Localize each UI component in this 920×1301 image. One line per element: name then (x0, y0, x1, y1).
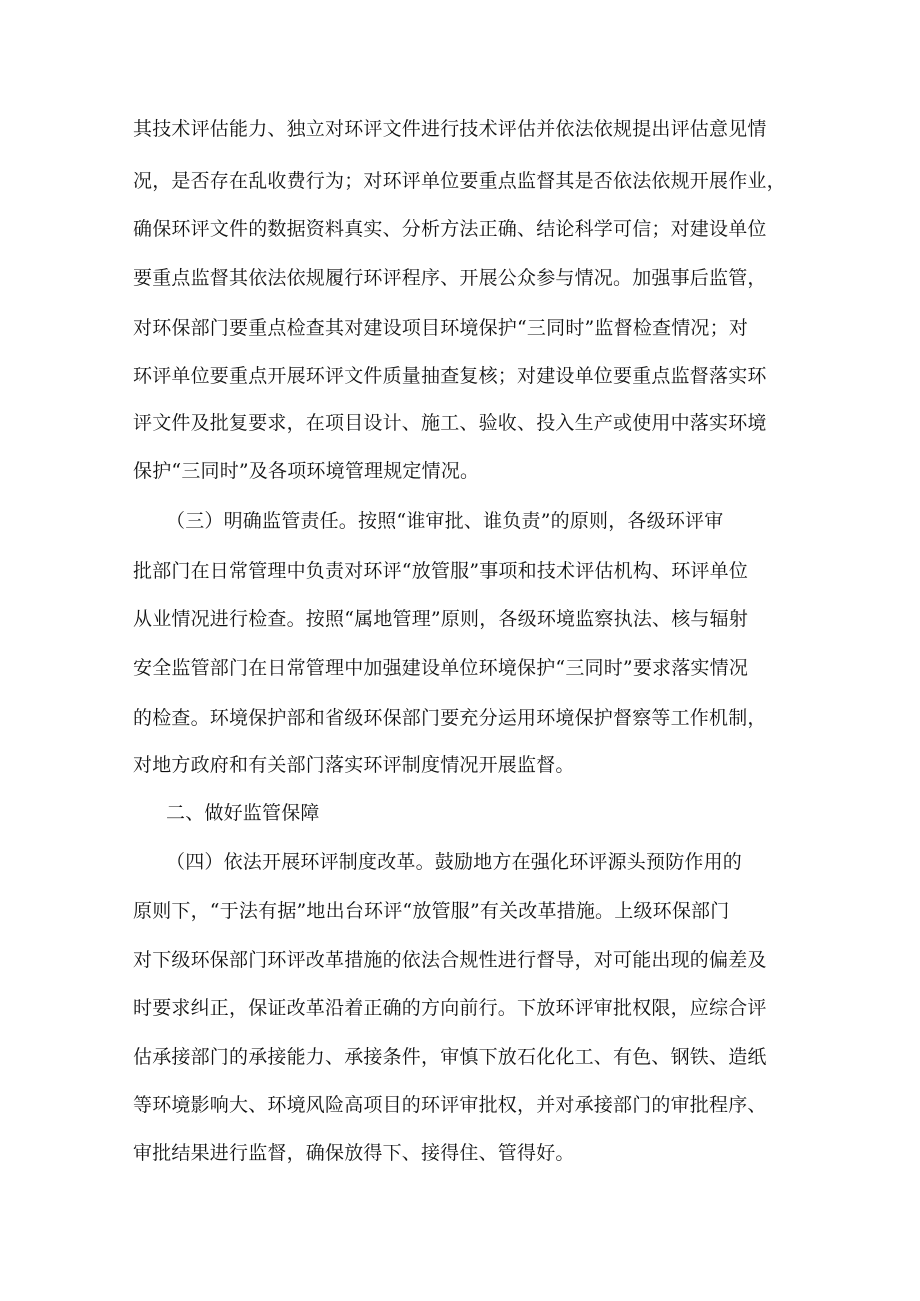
text-line: （四）依法开展环评制度改革。鼓励地方在强化环评源头预防作用的 (166, 851, 743, 873)
text-line: 等环境影响大、环境风险高项目的环评审批权，并对承接部门的审批程序、 (133, 1094, 767, 1116)
text-line: 环评单位要重点开展环评文件质量抽查复核；对建设单位要重点监督落实环 (133, 365, 767, 387)
text-line: 时要求纠正，保证改革沿着正确的方向前行。下放环评审批权限，应综合评 (133, 997, 767, 1019)
text-line: 保护“三同时”及各项环境管理规定情况。 (133, 460, 480, 482)
text-line: 对环保部门要重点检查其对建设项目环境保护“三同时”监督检查情况；对 (133, 317, 749, 339)
text-line: 的检查。环境保护部和省级环保部门要充分运用环境保护督察等工作机制， (133, 707, 767, 729)
text-line: 况，是否存在乱收费行为；对环评单位要重点监督其是否依法依规开展作业， (133, 170, 786, 192)
section-heading: 二、做好监管保障 (166, 802, 320, 824)
text-line: 估承接部门的承接能力、承接条件，审慎下放石化化工、有色、钢铁、造纸 (133, 1046, 767, 1068)
text-line: 对地方政府和有关部门落实环评制度情况开展监督。 (133, 754, 575, 776)
text-line: 审批结果进行监督，确保放得下、接得住、管得好。 (133, 1142, 575, 1164)
text-line: 批部门在日常管理中负责对环评“放管服”事项和技术评估机构、环评单位 (133, 560, 749, 582)
text-line: 确保环评文件的数据资料真实、分析方法正确、结论科学可信；对建设单位 (133, 218, 767, 240)
text-line: 安全监管部门在日常管理中加强建设单位环境保护“三同时”要求落实情况 (133, 657, 749, 679)
text-line: 从业情况进行检查。按照“属地管理”原则，各级环境监察执法、核与辐射 (133, 608, 749, 630)
text-line: 其技术评估能力、独立对环评文件进行技术评估并依法依规提出评估意见情 (133, 118, 767, 140)
text-line: 对下级环保部门环评改革措施的依法合规性进行督导，对可能出现的偏差及 (133, 949, 767, 971)
text-line: 要重点监督其依法依规履行环评程序、开展公众参与情况。加强事后监管， (133, 267, 767, 289)
text-line: （三）明确监管责任。按照“谁审批、谁负责”的原则，各级环评审 (166, 510, 724, 532)
text-line: 评文件及批复要求，在项目设计、施工、验收、投入生产或使用中落实环境 (133, 412, 767, 434)
text-line: 原则下，“于法有据”地出台环评“放管服”有关改革措施。上级环保部门 (133, 900, 730, 922)
